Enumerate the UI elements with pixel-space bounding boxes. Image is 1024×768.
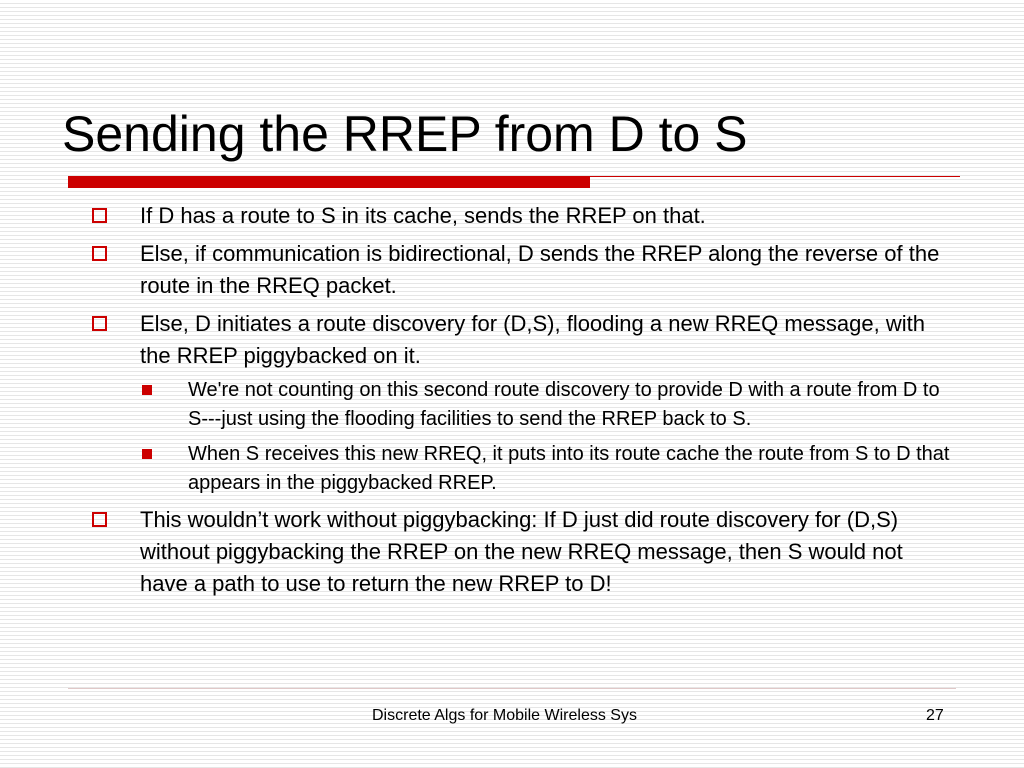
sub-bullet-item (140, 376, 952, 434)
filled-square-bullet-icon (142, 385, 152, 395)
hollow-square-bullet-icon (92, 246, 107, 261)
page-number: 27 (926, 707, 944, 724)
bullet-list (92, 200, 952, 606)
bullet-text: Else, D initiates a route discovery for (D,S), flooding a new RREQ message, with the RREP piggybacked on it. (140, 311, 925, 368)
slide-title: Sending the RREP from D to S (62, 106, 748, 162)
sub-bullet-text: When S receives this new RREQ, it puts into its route cache the route from S to D that appears in the piggybacked RREP. (188, 443, 950, 494)
title-underline-accent (68, 176, 590, 188)
title-underline-rule (590, 176, 960, 177)
footer-caption: Discrete Algs for Mobile Wireless Sys (372, 707, 637, 724)
sub-bullet-text: We're not counting on this second route discovery to provide D with a route from D to S---just using the flooding facilities to send the RREP back to S. (188, 379, 940, 430)
sub-bullet-item (140, 440, 952, 498)
footer-divider (68, 688, 956, 689)
bullet-item (92, 238, 952, 302)
bullet-item (92, 200, 952, 232)
bullet-item (92, 308, 952, 372)
bullet-text: This wouldn’t work without piggybacking: If D just did route discovery for (D,S) without piggybacking the RREP on the new RREQ message, then S would not have a path to use to return the new RREP to D! (140, 507, 903, 596)
hollow-square-bullet-icon (92, 316, 107, 331)
hollow-square-bullet-icon (92, 208, 107, 223)
bullet-text: If D has a route to S in its cache, sends the RREP on that. (140, 203, 706, 228)
filled-square-bullet-icon (142, 449, 152, 459)
bullet-item (92, 504, 952, 600)
sub-bullet-list (140, 376, 952, 498)
hollow-square-bullet-icon (92, 512, 107, 527)
bullet-text: Else, if communication is bidirectional, D sends the RREP along the reverse of the route in the RREQ packet. (140, 241, 940, 298)
